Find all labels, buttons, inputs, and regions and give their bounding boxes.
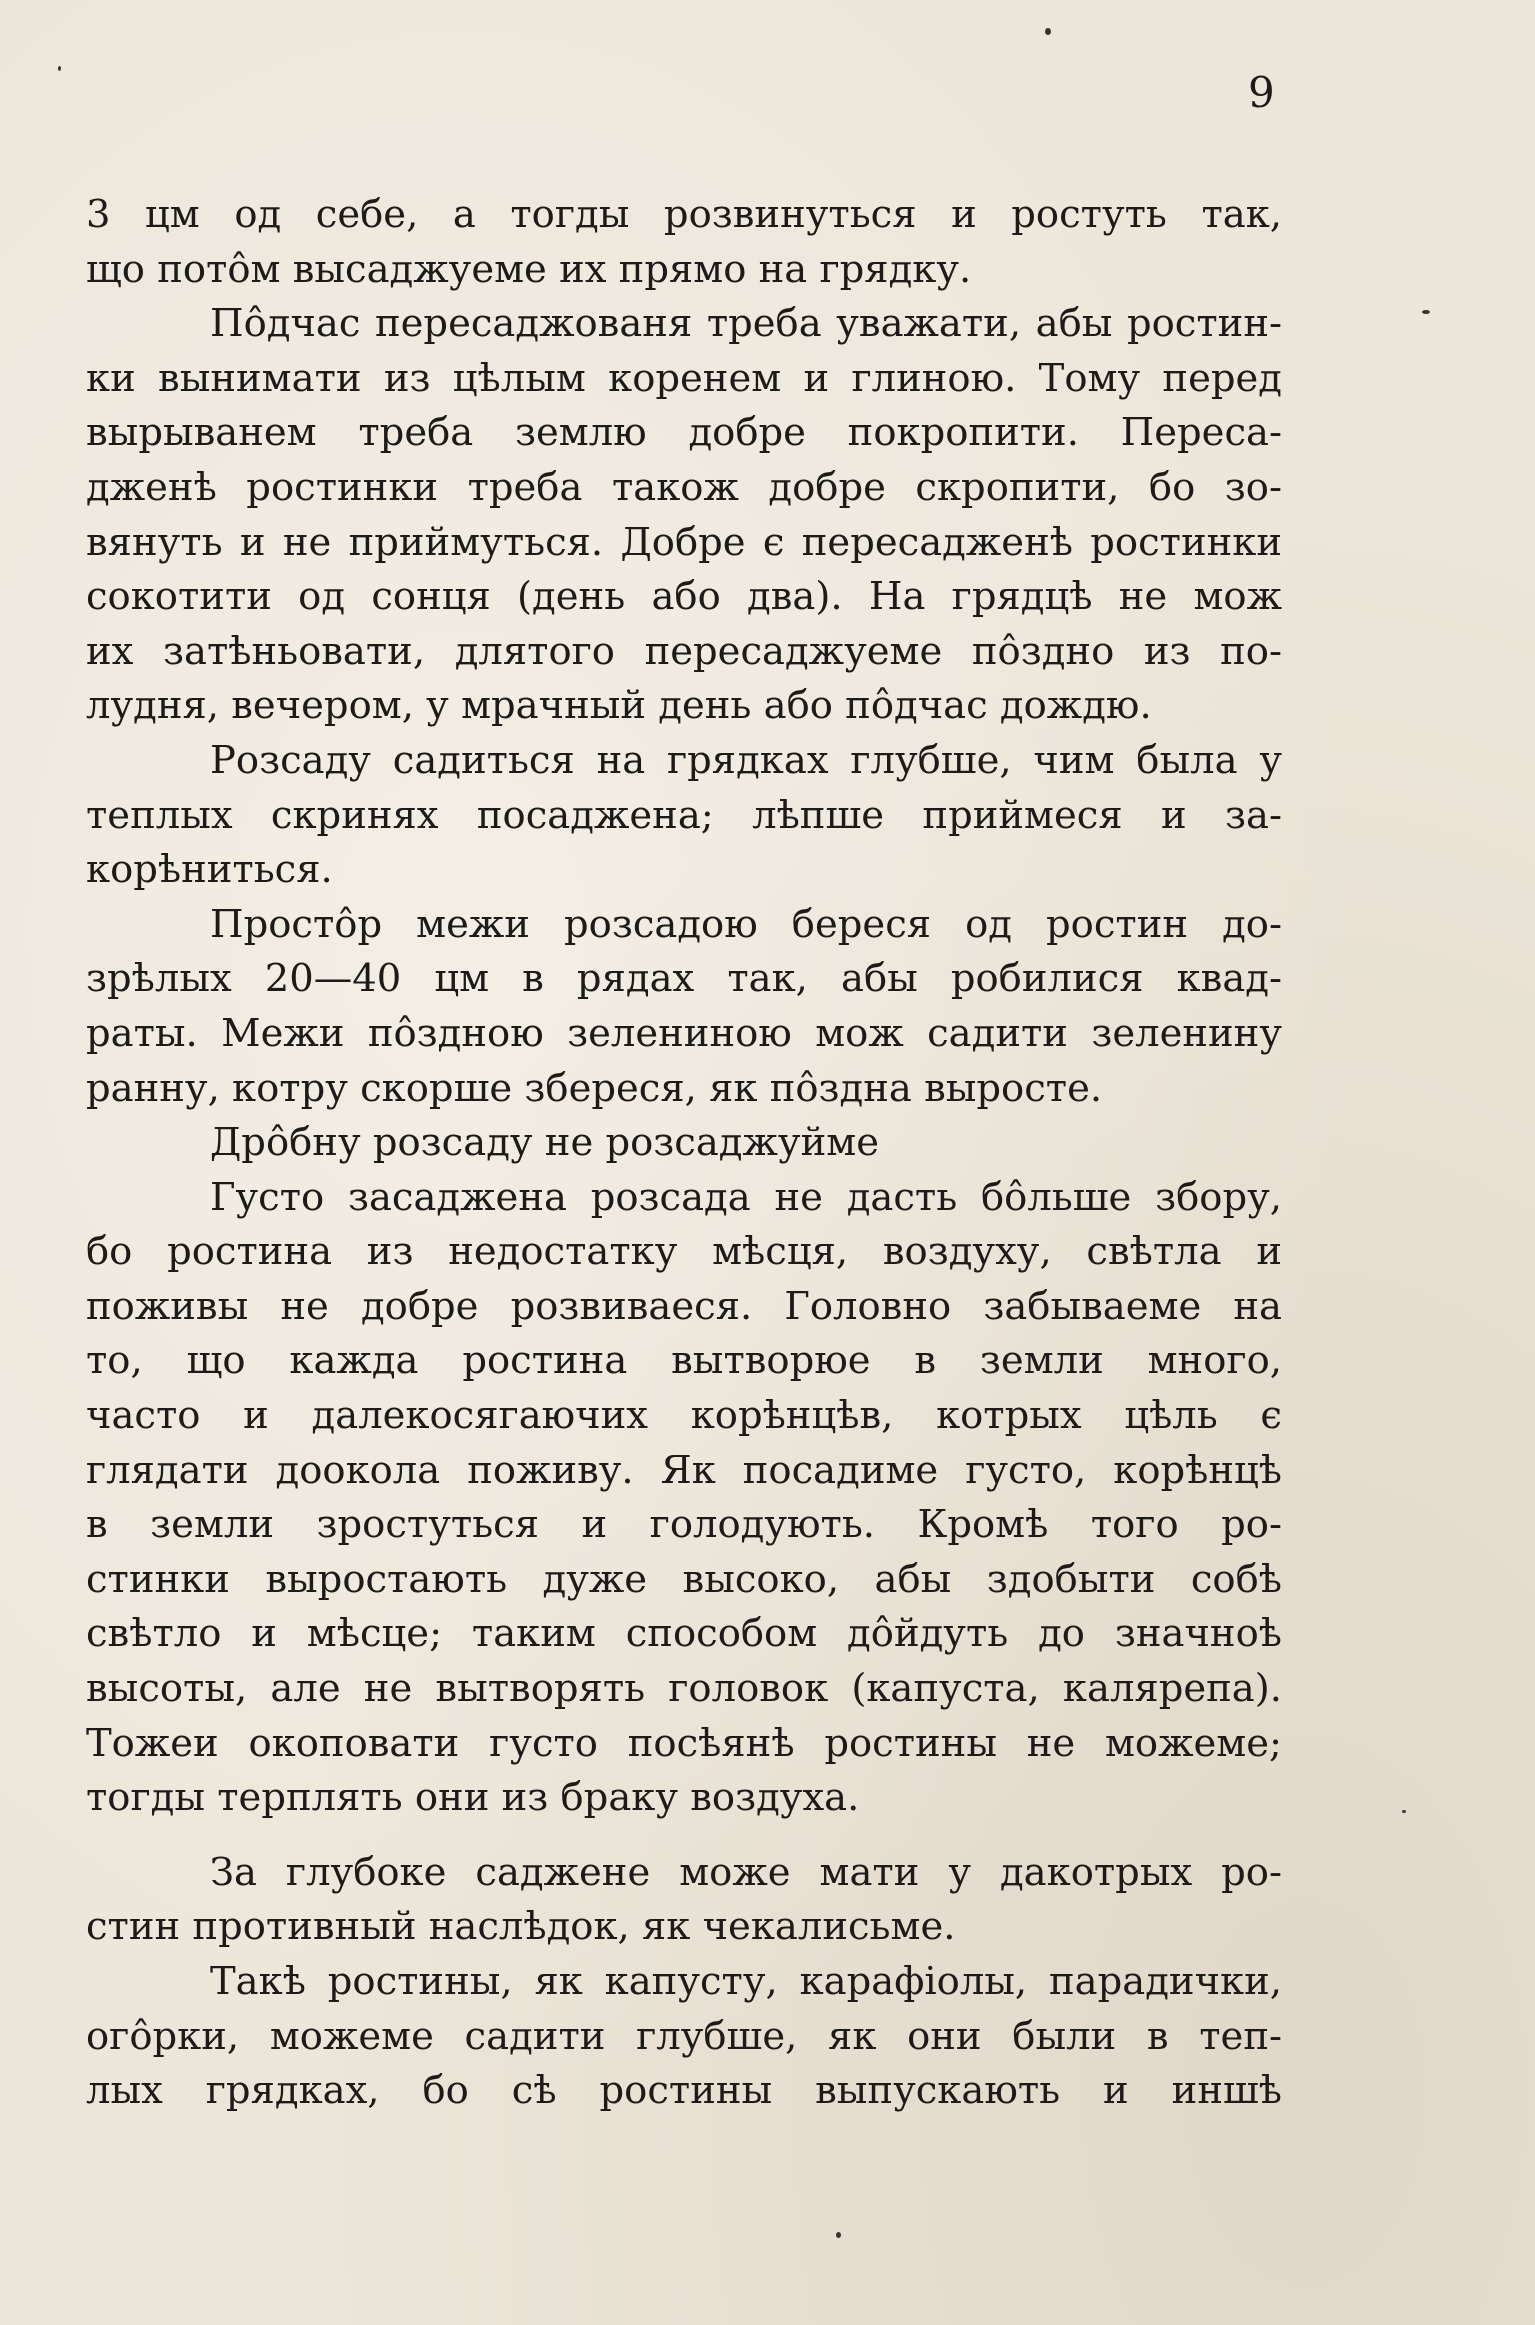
text-line: дженѣ ростинки треба також добре скропити, бо зо- — [86, 464, 1282, 510]
paper-speck — [1402, 1810, 1406, 1813]
paper-speck — [836, 2232, 841, 2238]
text-line: раты. Межи пôздною зелениною мож садити зеленину — [86, 1010, 1282, 1056]
text-line: часто и далекосягаючих корѣнцѣв, котрых цѣль є — [86, 1393, 1282, 1439]
text-line: вянуть и не приймуться. Добре є пересадженѣ ростинки — [86, 519, 1282, 565]
text-line: то, що кажда ростина вытворюе в земли много, — [86, 1338, 1282, 1384]
text-line: высоты, але не вытворять головок (капуста, калярепа). — [86, 1666, 1282, 1712]
text-line: огôрки, можеме садити глубше, як они были в теп- — [86, 2013, 1282, 2059]
text-line: вырыванем треба землю добре покропити. Переса- — [86, 410, 1282, 456]
text-line: 3 цм од себе, а тогды розвинуться и ростуть так, — [86, 192, 1282, 237]
text-line: корѣниться. — [86, 847, 333, 893]
body-text — [86, 188, 1282, 2119]
text-line: стин противный наслѣдок, як чекалисьме. — [86, 1904, 956, 1950]
text-line: теплых скринях посаджена; лѣпше приймеся и за- — [86, 792, 1282, 838]
text-line: глядати доокола поживу. Як посадиме густо, корѣнцѣ — [86, 1447, 1282, 1493]
text-line: Такѣ ростины, як капусту, карафіолы, парадички, — [210, 1959, 1282, 2004]
text-line: стинки выростають дуже высоко, абы здобыти собѣ — [86, 1556, 1282, 1602]
text-line: За глубоке саджене може мати у дакотрых ро- — [210, 1849, 1282, 1895]
text-line: тогды терплять они из браку воздуха. — [86, 1775, 860, 1821]
text-line: що потôм высаджуеме их прямо на грядку. — [86, 246, 972, 292]
paper-speck — [58, 66, 61, 71]
text-line: в земли зростуться и голодують. Кромѣ того ро- — [86, 1502, 1282, 1548]
paragraph-gap — [86, 1826, 1282, 1846]
paper-speck — [1422, 310, 1430, 314]
page-number: 9 — [1248, 68, 1275, 117]
text-line: поживы не добре розвиваеся. Головно забываеме на — [86, 1283, 1282, 1329]
text-line: Розсаду садиться на грядках глубше, чим была у — [210, 737, 1282, 783]
text-line: зрѣлых 20—40 цм в рядах так, абы робилися квад- — [86, 956, 1282, 1002]
text-line: их затѣньовати, длятого пересаджуеме пôздно из по- — [86, 628, 1282, 674]
paper-speck — [1045, 28, 1051, 35]
text-line: Просто̂р межи розсадою береся од ростин до- — [210, 901, 1282, 947]
text-line: Густо засаджена розсада не дасть бôльше збору, — [210, 1174, 1282, 1220]
text-line: Пôдчас пересаджованя треба уважати, абы ростин- — [210, 301, 1282, 347]
text-line: ранну, котру скорше збереся, як пôздна выросте. — [86, 1065, 1103, 1111]
text-line: ки вынимати из цѣлым коренем и глиною. Тому перед — [86, 355, 1282, 401]
text-line: свѣтло и мѣсце; таким способом дôйдуть до значноѣ — [86, 1611, 1282, 1657]
text-line: сокотити од сонця (день або два). На грядцѣ не мож — [86, 574, 1282, 620]
text-line: бо ростина из недостатку мѣсця, воздуху, свѣтла и — [86, 1229, 1282, 1275]
text-line: лудня, вечером, у мрачный день або пôдчас дождю. — [86, 683, 1152, 729]
subheading: Дрôбну розсаду не розсаджуйме — [210, 1120, 879, 1166]
text-line: лых грядках, бо сѣ ростины выпускають и иншѣ — [86, 2068, 1282, 2114]
text-line: Тожеи окоповати густо посѣянѣ ростины не можеме; — [86, 1720, 1282, 1766]
